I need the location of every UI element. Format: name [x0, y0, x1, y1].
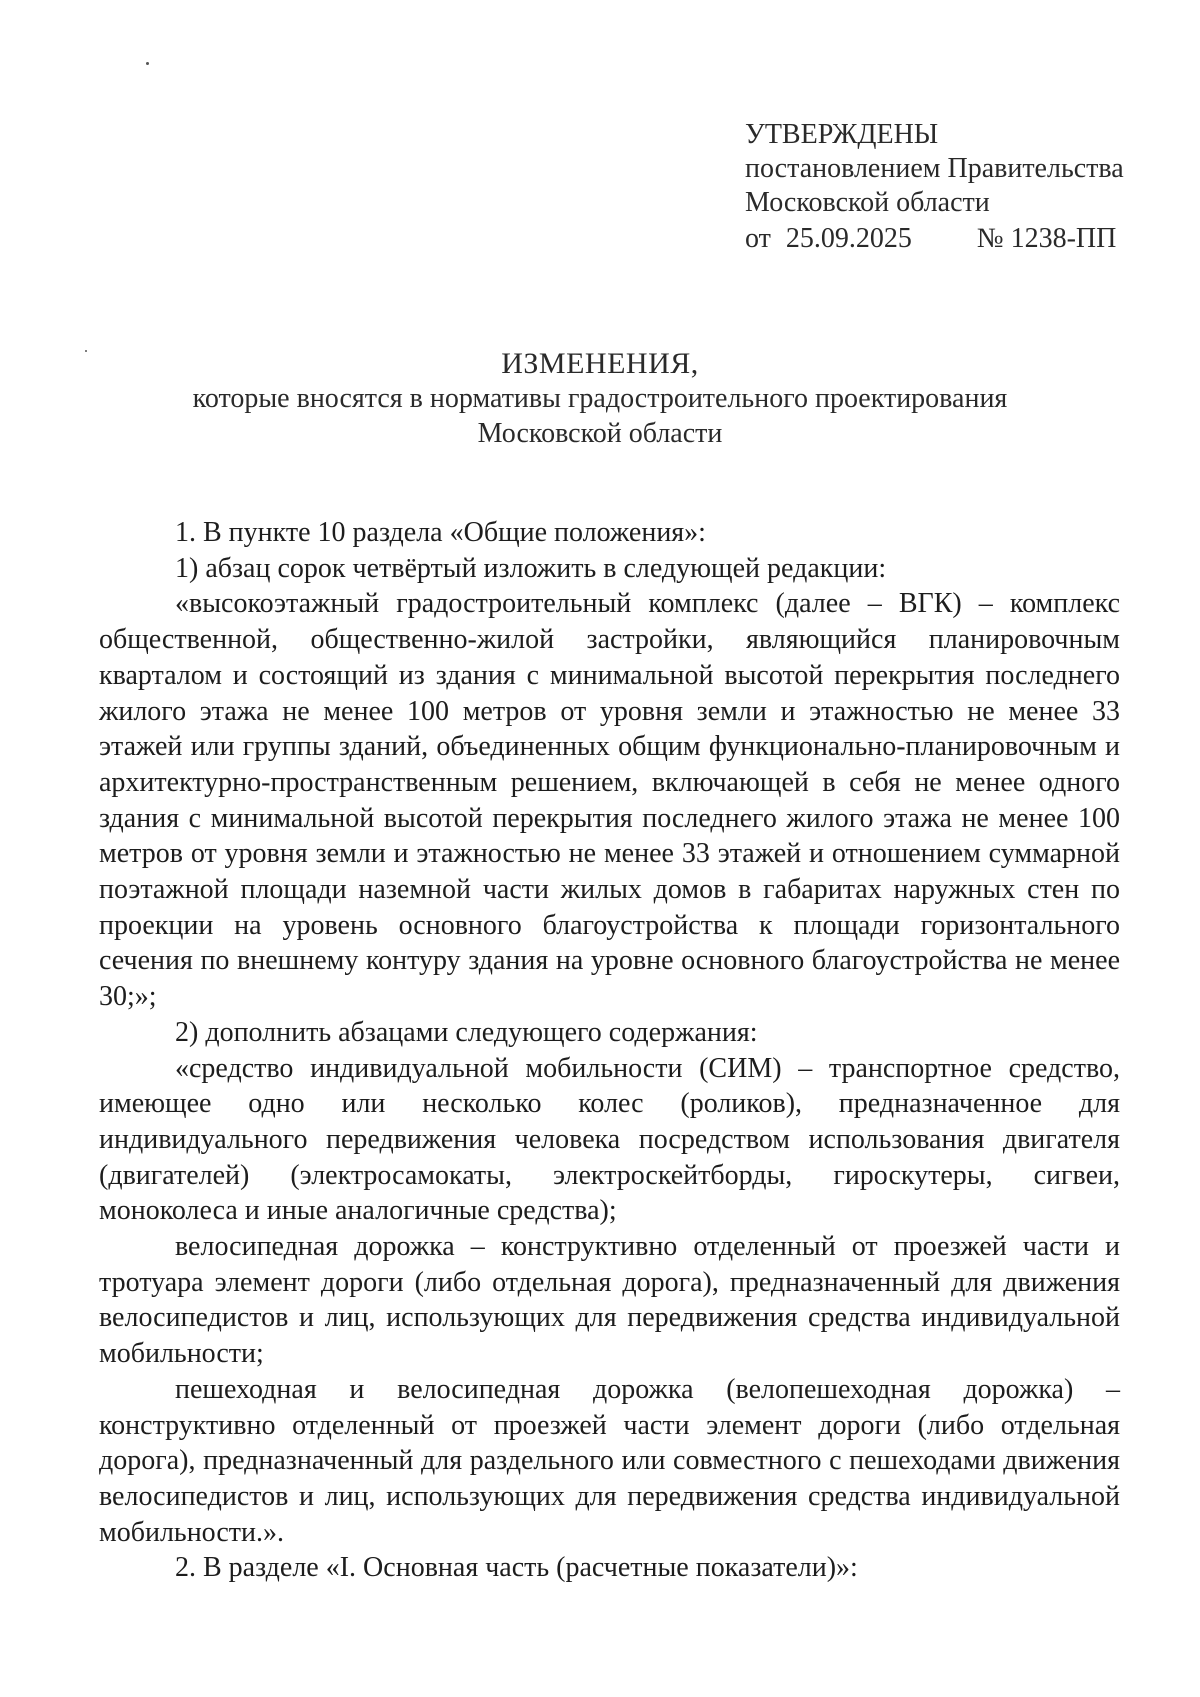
paragraph: пешеходная и велосипедная дорожка (велопешеходная дорожка) – конструктивно отделенный от проезжей части элемент дороги (либо отдельная дорога), предназначенный для раздельного или совместного с пешеходами движения велосипедистов и лиц, использующих для передвижения средства индивидуальной мобильности.». [99, 1373, 1120, 1548]
approval-heading: УТВЕРЖДЕНЫ [745, 119, 939, 150]
approval-date: 25.09.2025 [785, 223, 912, 254]
approval-line-2: Московской области [745, 187, 990, 218]
paragraph: «высокоэтажный градостроительный комплекс (далее – ВГК) – комплекс общественной, общественно-жилой застройки, являющийся планировочным кварталом и состоящий из здания с минимальной высотой перекрытия последнего жилого этажа не менее 100 метров от уровня земли и этажностью не менее 33 этажей или группы зданий, объединенных общим функционально-планировочным и архитектурно-пространственным решением, включающей в себя не менее одного здания с минимальной высотой перекрытия последнего жилого этажа не менее 100 метров от уровня земли и этажностью не менее 33 этажей и отношением суммарной поэтажной площади наземной части жилых домов в габаритах наружных стен по проекции на уровень основного благоустройства к площади горизонтального сечения по внешнему контуру здания на уровне основного благоустройства не менее 30;»; [99, 588, 1120, 1013]
approval-date-prefix: от [745, 223, 771, 254]
paragraph: 1. В пункте 10 раздела «Общие положения»: [175, 517, 706, 548]
approval-line-1: постановлением Правительства [745, 153, 1124, 184]
title-heading: ИЗМЕНЕНИЯ, [501, 347, 699, 380]
paragraph: велосипедная дорожка – конструктивно отделенный от проезжей части и тротуара элемент дороги (либо отдельная дорога), предназначенный для движения велосипедистов и лиц, использующих для передвижения средства индивидуальной мобильности; [99, 1231, 1120, 1370]
title-line-1: которые вносятся в нормативы градостроительного проектирования [192, 383, 1008, 414]
approval-date-line [745, 222, 1124, 256]
scan-speck [146, 62, 149, 65]
document-title [0, 346, 1200, 451]
paragraph: 2. В разделе «I. Основная часть (расчетные показатели)»: [175, 1552, 858, 1584]
approval-stamp [745, 118, 1124, 256]
document-body [99, 515, 1120, 1586]
paragraph: «средство индивидуальной мобильности (СИМ) – транспортное средство, имеющее одно или несколько колес (роликов), предназначенное для индивидуального передвижения человека посредством использования двигателя (двигателей) (электросамокаты, электроскейтборды, гироскутеры, сигвеи, моноколеса и иные аналогичные средства); [99, 1052, 1120, 1227]
approval-number: № 1238-ПП [976, 223, 1117, 254]
paragraph: 1) абзац сорок четвёртый изложить в следующей редакции: [175, 552, 887, 584]
title-line-2: Московской области [477, 418, 723, 449]
paragraph: 2) дополнить абзацами следующего содержания: [175, 1016, 758, 1048]
